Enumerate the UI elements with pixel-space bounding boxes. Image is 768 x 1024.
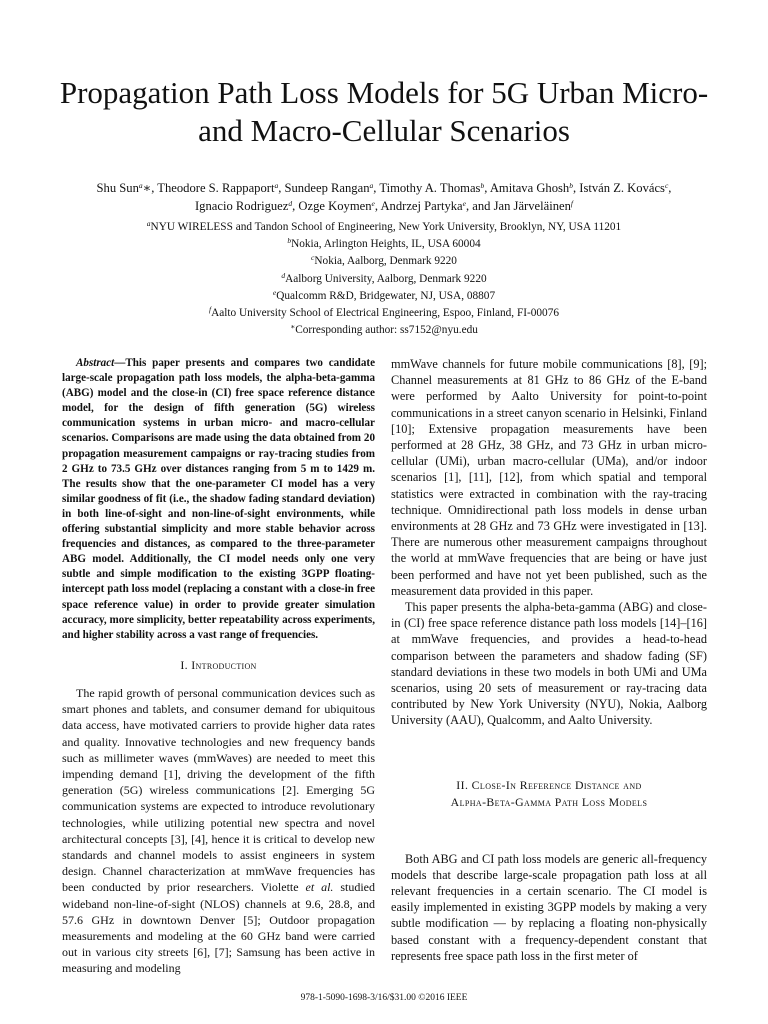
abstract-text: —This paper presents and compares two candidate large-scale propagation path loss models, the alpha-beta-gamma (ABG) model and the close-in (CI) free space reference distance model, for the design of fifth generation (5G) wireless communication systems in urban micro- and macro-cellular scenarios. Comparisons are made using the data obtained from 20 propagation measurement campaigns or ray-tracing studies from 2 GHz to 73.5 GHz over distances ranging from 5 m to 1429 m. The results show that the one-parameter CI model has a very similar goodness of fit (i.e., the shadow fading standard deviation) in both line-of-sight and non-line-of-sight environments, while offering substantial simplicity and more stable behavior across frequencies and distances, as compared to the three-parameter ABG model. Additionally, the CI model needs only one very subtle and simple modification to the existing 3GPP floating-intercept path loss model (replacing a constant with a close-in free space reference value) in order to provide greater simulation accuracy, more simplicity, better repeatability across experiments, and higher stability across a vast range of frequencies. <box>62 357 375 641</box>
author-list <box>60 180 708 215</box>
copyright-footer: 978-1-5090-1698-3/16/$31.00 ©2016 IEEE <box>300 993 468 1003</box>
intro-paragraph-1-continued: mmWave channels for future mobile communications [8], [9]; Channel measurements at 81 GHz to 86 GHz of the E-band were performed by Aalto University for point-to-point communications in a street canyon scenario in Helsinki, Finland [10]; Extensive propagation measurements have been performed at 28 GHz, 38 GHz, and 73 GHz in urban micro-cellular (UMi), urban macro-cellular (UMa), and/or indoor scenarios [1], [11], [12], from which spatial and temporal statistics were extracted in combination with the ray-tracing technique. Omnidirectional path loss models in dense urban environments at 28 GHz and 73 GHz were investigated in [13]. There are numerous other measurement campaigns throughout the world at mmWave frequencies that are being or have just been performed and have not yet been published, such as the measurement data provided in this paper. <box>391 357 707 598</box>
section-2-paragraph-1: Both ABG and CI path loss models are generic all-frequency models that describe large-scale propagation path loss at all relevant frequencies in a certain scenario. The CI model is easily implemented in existing 3GPP models by making a very subtle modification — by replacing a floating non-physically based constant with a frequency-dependent constant that represents free space path loss in the first meter of <box>391 851 707 963</box>
title-line-2: and Macro-Cellular Scenarios <box>198 113 570 148</box>
affiliation-d: $^d$Aalborg University, Aalborg, Denmark 9220 <box>281 270 487 285</box>
section-1-heading: I. Introduction <box>180 657 257 672</box>
intro-paragraph-2: This paper presents the alpha-beta-gamma (ABG) and close-in (CI) free space reference distance path loss models [14]–[16] at mmWave frequencies, and provides a head-to-head comparison between the parameters and shadow fading (SF) standard deviations in these two models in both UMi and UMa scenarios, using 20 sets of measurement or ray-tracing data contributed by New York University (NYU), Nokia, Aalborg University (AAU), Qualcomm, and Aalto University. <box>391 600 707 728</box>
section-2-heading: II. Close-In Reference Distance and Alpha-Beta-Gamma Path Loss Models <box>450 777 648 809</box>
paper-title <box>40 74 728 150</box>
affiliation-f: $^f$Aalto University School of Electrical Engineering, Espoo, Finland, FI-00076 <box>208 305 560 320</box>
affiliation-b: $^b$Nokia, Arlington Heights, IL, USA 60004 <box>287 236 481 251</box>
author-line-2: Ignacio Rodriguez$^d$, Ozge Koymen$^e$, Andrzej Partyka$^e$, and Jan Järveläinen$^f$ <box>194 198 573 213</box>
right-column <box>391 356 707 964</box>
abstract-label: Abstract <box>76 357 115 369</box>
intro-paragraph-1: The rapid growth of personal communication devices such as smart phones and tablets, and consumer demand for ubiquitous data access, have motivated carriers to provide higher data rates and quality. Innovative technologies and new frequency bands such as millimeter waves (mmWaves) are needed to meet this impending demand [1], driving the development of the fifth generation (5G) wireless communications [2]. Emerging 5G communication systems are expected to introduce revolutionary technologies, while utilizing potential new spectra and novel architectural concepts [3], [4], hence it is critical to develop new standards and channel models to assist engineers in system design. Channel characterization at mmWave frequencies has been conducted by prior researchers. Violette et al. studied wideband non-line-of-sight (NLOS) channels at 9.6, 28.8, and 57.6 GHz in downtown Denver [5]; Outdoor propagation measurements and modeling at the 60 GHz band were carried out in various city streets [6], [7]; Samsung has been active in measuring and modeling <box>62 685 376 976</box>
affiliation-a: $^a$NYU WIRELESS and Tandon School of Engineering, New York University, Brooklyn, NY, USA 11201 <box>146 219 622 233</box>
abstract <box>62 356 375 643</box>
title-line-1: Propagation Path Loss Models for 5G Urban Micro- <box>59 75 709 110</box>
corresponding-author: ∗Corresponding author: ss7152@nyu.edu <box>290 322 478 337</box>
affiliation-e: $^e$Qualcomm R&D, Bridgewater, NJ, USA, 08807 <box>272 287 496 302</box>
author-line-1: Shu Sun$^a$∗, Theodore S. Rappaport$^a$, Sundeep Rangan$^a$, Timothy A. Thomas$^b$, Amitava Ghosh$^b$, István Z. Kovács$^c$, <box>96 181 672 195</box>
affiliation-list <box>60 219 708 339</box>
affiliation-c: $^c$Nokia, Aalborg, Denmark 9220 <box>311 253 457 268</box>
left-column <box>62 356 375 977</box>
